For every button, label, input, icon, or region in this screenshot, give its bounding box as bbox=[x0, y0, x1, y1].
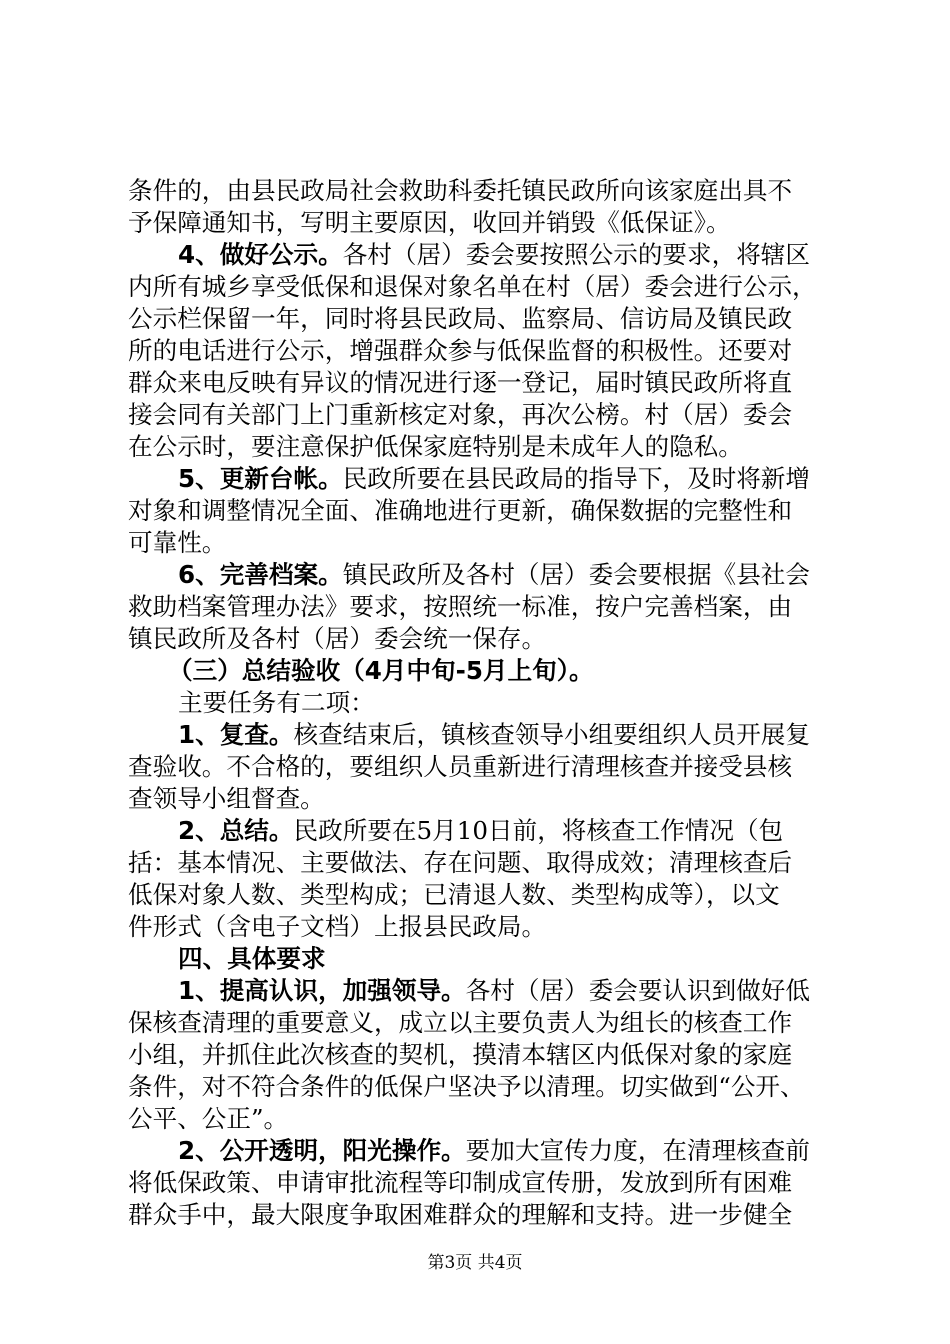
text-run: 镇民政所及各村（居）委会要根据《县社会 bbox=[342, 560, 810, 589]
text-line: 镇民政所及各村（居）委会统一保存。 bbox=[128, 624, 547, 653]
text-line: 保核查清理的重要意义，成立以主要负责人为组长的核查工作 bbox=[128, 1008, 793, 1037]
text-line: 件形式（含电子文档）上报县民政局。 bbox=[128, 912, 547, 941]
text-line: 救助档案管理办法》要求，按照统一标准，按户完善档案，由 bbox=[128, 592, 793, 621]
text-line: 予保障通知书，写明主要原因，收回并销毁《低保证》。 bbox=[128, 208, 731, 237]
text-line bbox=[178, 816, 783, 846]
text-line: 主要任务有二项： bbox=[178, 688, 375, 717]
text-line bbox=[178, 976, 810, 1006]
text-line: 所的电话进行公示，增强群众参与低保监督的积极性。还要对 bbox=[128, 336, 793, 365]
text-line: 括：基本情况、主要做法、存在问题、取得成效；清理核查后 bbox=[128, 848, 793, 877]
text-line: 接会同有关部门上门重新核定对象，再次公榜。村（居）委会 bbox=[128, 400, 793, 429]
section-heading: 1、复查。 bbox=[178, 720, 294, 749]
text-run: 民政所要在县民政局的指导下，及时将新增 bbox=[342, 464, 810, 493]
text-line bbox=[178, 560, 810, 590]
subsection-heading: （三）总结验收（4月中旬-5月上旬）。 bbox=[168, 656, 594, 685]
text-line: 内所有城乡享受低保和退保对象名单在村（居）委会进行公示， bbox=[128, 272, 817, 301]
text-line: 查验收。不合格的，要组织人员重新进行清理核查并接受县核 bbox=[128, 752, 793, 781]
text-line: 公平、公正”。 bbox=[128, 1104, 289, 1133]
text-line: 公示栏保留一年，同时将县民政局、监察局、信访局及镇民政 bbox=[128, 304, 793, 333]
text-line: 低保对象人数、类型构成；已清退人数、类型构成等），以文 bbox=[128, 880, 780, 909]
text-line: 对象和调整情况全面、准确地进行更新，确保数据的完整性和 bbox=[128, 496, 793, 525]
text-run: 各村（居）委会要认识到做好低 bbox=[465, 976, 810, 1005]
text-run: 要加大宣传力度，在清理核查前 bbox=[465, 1136, 810, 1165]
text-line: 条件的，由县民政局社会救助科委托镇民政所向该家庭出具不 bbox=[128, 176, 793, 205]
page-footer: 第3页 共4页 bbox=[427, 1253, 523, 1273]
text-line: 在公示时，要注意保护低保家庭特别是未成年人的隐私。 bbox=[128, 432, 743, 461]
text-line: 群众手中，最大限度争取困难群众的理解和支持。进一步健全 bbox=[128, 1200, 793, 1229]
text-line: 群众来电反映有异议的情况进行逐一登记，届时镇民政所将直 bbox=[128, 368, 793, 397]
text-line bbox=[178, 720, 810, 750]
section-heading: 6、完善档案。 bbox=[178, 560, 343, 589]
chapter-heading: 四、具体要求 bbox=[178, 944, 326, 973]
text-line bbox=[178, 1136, 810, 1166]
text-line bbox=[178, 240, 810, 270]
text-line bbox=[178, 464, 810, 494]
section-heading: 1、提高认识，加强领导。 bbox=[178, 976, 466, 1005]
text-line: 将低保政策、申请审批流程等印制成宣传册，发放到所有困难 bbox=[128, 1168, 793, 1197]
text-run: 民政所要在5月10日前，将核查工作情况（包 bbox=[293, 816, 784, 845]
text-run: 各村（居）委会要按照公示的要求，将辖区 bbox=[342, 240, 810, 269]
section-heading: 2、总结。 bbox=[178, 816, 294, 845]
section-heading: 2、公开透明，阳光操作。 bbox=[178, 1136, 466, 1165]
section-heading: 5、更新台帐。 bbox=[178, 464, 343, 493]
text-line: 条件，对不符合条件的低保户坚决予以清理。切实做到“公开、 bbox=[128, 1072, 805, 1101]
text-run: 核查结束后，镇核查领导小组要组织人员开展复 bbox=[293, 720, 810, 749]
section-heading: 4、做好公示。 bbox=[178, 240, 343, 269]
text-line: 可靠性。 bbox=[128, 528, 227, 557]
text-line: 小组，并抓住此次核查的契机，摸清本辖区内低保对象的家庭 bbox=[128, 1040, 793, 1069]
text-line: 查领导小组督查。 bbox=[128, 784, 325, 813]
